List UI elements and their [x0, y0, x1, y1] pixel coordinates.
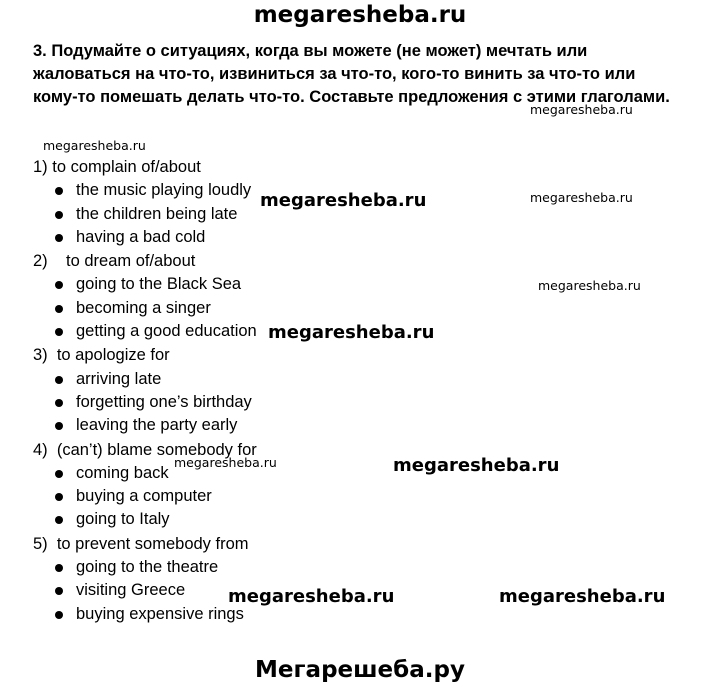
sub-item: becoming a singer: [33, 297, 257, 320]
sub-item: coming back: [33, 462, 257, 485]
bullet-icon: [55, 470, 63, 478]
phrase-list: [33, 155, 257, 626]
watermark-small: megaresheba.ru: [538, 278, 641, 293]
watermark-small: megaresheba.ru: [530, 190, 633, 205]
item-title: 1) to complain of/about: [33, 158, 201, 176]
sub-item: going to the Black Sea: [33, 273, 257, 296]
bullet-icon: [55, 422, 63, 430]
watermark-small: megaresheba.ru: [174, 455, 277, 470]
site-footer: Мегарешеба.ру: [255, 657, 465, 683]
sub-item: forgetting one’s birthday: [33, 391, 257, 414]
sub-item: leaving the party early: [33, 414, 257, 437]
sub-item: visiting Greece: [33, 579, 257, 602]
list-item: [33, 249, 257, 343]
bullet-icon: [55, 211, 63, 219]
sub-item: the children being late: [33, 203, 257, 226]
watermark-big: megaresheba.ru: [499, 586, 666, 607]
bullet-icon: [55, 587, 63, 595]
sub-item: buying expensive rings: [33, 603, 257, 626]
bullet-icon: [55, 516, 63, 524]
list-item: [33, 438, 257, 532]
item-title: 2) to dream of/about: [33, 252, 196, 271]
sub-item: arriving late: [33, 368, 257, 391]
task-text: 3. Подумайте о ситуациях, когда вы можете (не может) мечтать или жаловаться на что-то, извиниться за что-то, кого-то винить за что-то или кому-то помешать делать что-то. Составьте предложения с этими глаголами.: [33, 42, 670, 106]
watermark-small: megaresheba.ru: [530, 102, 633, 117]
bullet-icon: [55, 187, 63, 195]
bullet-icon: [55, 399, 63, 407]
sub-item: getting a good education: [33, 320, 257, 343]
sub-item: going to Italy: [33, 508, 257, 531]
watermark-big: megaresheba.ru: [228, 586, 395, 607]
bullet-icon: [55, 328, 63, 336]
item-title: 4) (can’t) blame somebody for: [33, 440, 257, 459]
bullet-icon: [55, 234, 63, 242]
watermark-big: megaresheba.ru: [268, 322, 435, 343]
sub-item: having a bad cold: [33, 226, 257, 249]
bullet-icon: [55, 611, 63, 619]
item-title: 5) to prevent somebody from: [33, 534, 249, 553]
sub-item: going to the theatre: [33, 556, 257, 579]
bullet-icon: [55, 305, 63, 313]
bullet-icon: [55, 281, 63, 289]
list-item: [33, 532, 257, 626]
sub-item: buying a computer: [33, 485, 257, 508]
bullet-icon: [55, 376, 63, 384]
watermark-big: megaresheba.ru: [393, 455, 560, 476]
bullet-icon: [55, 564, 63, 572]
list-item: [33, 343, 257, 437]
watermark-big: megaresheba.ru: [260, 190, 427, 211]
sub-item: the music playing loudly: [33, 179, 257, 202]
list-item: [33, 155, 257, 249]
bullet-icon: [55, 493, 63, 501]
item-title: 3) to apologize for: [33, 346, 170, 365]
watermark-small: megaresheba.ru: [43, 138, 146, 153]
site-title: megaresheba.ru: [253, 2, 467, 28]
